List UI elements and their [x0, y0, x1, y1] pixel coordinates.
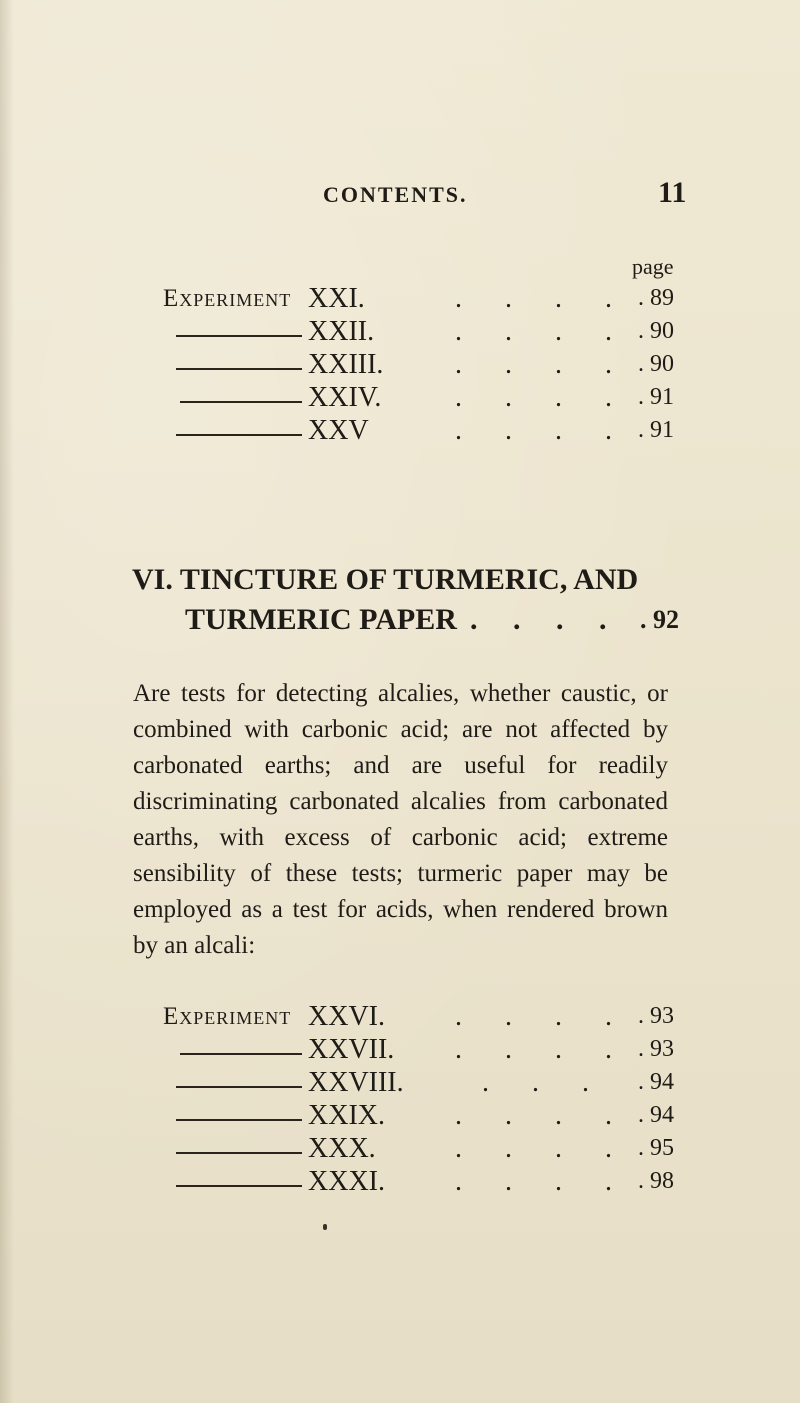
ditto-rule: [176, 1119, 302, 1121]
ditto-rule: [176, 1086, 302, 1088]
section-number: VI.: [132, 563, 173, 596]
page-number: 11: [658, 176, 687, 209]
entry-page: . 91: [638, 417, 674, 443]
toc-entry: [0, 381, 800, 414]
leader-dots: . . .: [482, 1067, 607, 1098]
entry-numeral: XXIV.: [308, 382, 382, 413]
toc-entry: [0, 282, 800, 315]
toc-entry: [0, 1033, 800, 1066]
entry-page: . 94: [638, 1102, 674, 1128]
ditto-rule: [176, 1185, 302, 1187]
entry-prefix: Experiment: [163, 285, 292, 312]
section-title-line-2: TURMERIC PAPER: [185, 603, 457, 636]
toc-entry: [0, 1132, 800, 1165]
entry-numeral: XXIX.: [308, 1100, 385, 1131]
entry-numeral: XXV: [308, 415, 369, 446]
entry-page: . 94: [638, 1069, 674, 1095]
entry-page: . 93: [638, 1036, 674, 1062]
section-title-line-1: [132, 560, 638, 600]
toc-entry: [0, 315, 800, 348]
leader-dots: . . . .: [455, 382, 630, 413]
ditto-rule: [180, 401, 302, 403]
entry-page: . 95: [638, 1135, 674, 1161]
section-title-text: TINCTURE OF TURMERIC, AND: [179, 563, 639, 596]
toc-entry: [0, 1000, 800, 1033]
page-column-label: page: [632, 254, 674, 279]
ditto-rule: [176, 335, 302, 337]
ditto-rule: [176, 1152, 302, 1154]
toc-entry: [0, 1165, 800, 1198]
leader-dots: . . . .: [455, 1100, 630, 1131]
entry-numeral: XXVII.: [308, 1034, 395, 1065]
entry-page: . 98: [638, 1168, 674, 1194]
leader-dots: . . . .: [455, 349, 630, 380]
entry-numeral: XXVI.: [308, 1001, 385, 1032]
leader-dots: . . . .: [455, 1166, 630, 1197]
entry-page: . 93: [638, 1003, 674, 1029]
entry-numeral: XXI.: [308, 283, 365, 314]
ditto-rule: [180, 1053, 302, 1055]
toc-entry: [0, 1099, 800, 1132]
entry-prefix: Experiment: [163, 1003, 292, 1030]
ditto-rule: [176, 368, 302, 370]
leader-dots: . . . .: [470, 603, 621, 636]
entry-page: . 89: [638, 285, 674, 311]
entry-numeral: XXIII.: [308, 349, 384, 380]
ink-speck: [323, 1224, 327, 1230]
entry-numeral: XXXI.: [308, 1166, 385, 1197]
entry-page: . 90: [638, 351, 674, 377]
running-title: CONTENTS.: [323, 182, 468, 207]
entry-numeral: XXVIII.: [308, 1067, 404, 1098]
section-description: Are tests for detecting alcalies, whether caustic, or combined with carbonic acid; are not affected by carbonated earths; and are useful for readily discriminating carbonated alcalies from carbonated earths, with excess of carbonic acid; extreme sensibility of these tests; turmeric paper may be employed as a test for acids, when rendered brown by an alcali:: [133, 680, 668, 959]
leader-dots: . . . .: [455, 1133, 630, 1164]
entry-numeral: XXII.: [308, 316, 375, 347]
toc-entry: [0, 348, 800, 381]
leader-dots: . . . .: [455, 1001, 630, 1032]
leader-dots: . . . .: [455, 1034, 630, 1065]
toc-group-2: [0, 1000, 800, 1198]
leader-dots: . . . .: [455, 316, 630, 347]
ditto-rule: [176, 434, 302, 436]
leader-dots: . . . .: [455, 283, 630, 314]
toc-group-1: [0, 282, 800, 447]
section-page: . 92: [640, 605, 679, 634]
entry-page: . 90: [638, 318, 674, 344]
toc-entry: [0, 1066, 800, 1099]
entry-page: . 91: [638, 384, 674, 410]
running-head: [0, 176, 800, 216]
leader-dots: . . . .: [455, 415, 630, 446]
entry-numeral: XXX.: [308, 1133, 376, 1164]
toc-entry: [0, 414, 800, 447]
